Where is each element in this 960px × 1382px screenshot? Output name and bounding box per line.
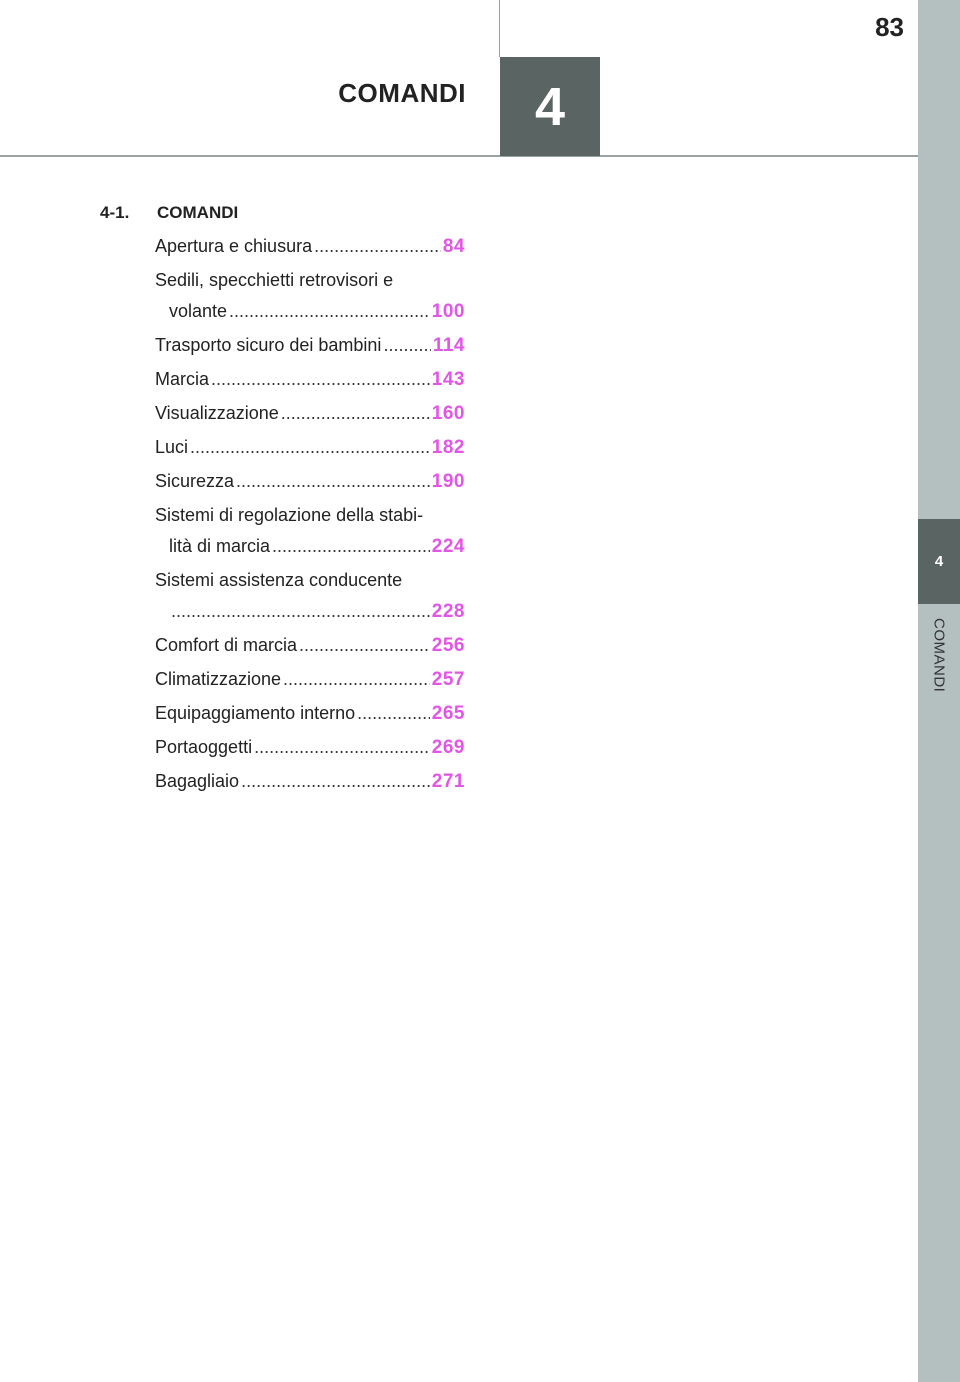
toc-entry[interactable] <box>100 368 465 391</box>
toc-page-link[interactable]: 100 <box>431 301 465 322</box>
toc-page-link[interactable]: 160 <box>431 403 465 424</box>
toc-leader-dots <box>272 535 430 557</box>
chapter-title: COMANDI <box>338 78 466 108</box>
toc-page-link[interactable]: 84 <box>442 236 465 257</box>
toc-entry[interactable] <box>100 668 465 691</box>
toc-leader-dots <box>357 702 430 724</box>
toc-entry[interactable] <box>100 736 465 759</box>
toc-leader-dots <box>299 634 430 656</box>
toc-page-link[interactable]: 256 <box>431 635 465 656</box>
toc-section-title: COMANDI <box>157 203 239 222</box>
toc-entry[interactable] <box>100 334 465 357</box>
toc-entry-title: Apertura e chiusura <box>155 236 313 256</box>
toc-page-link[interactable]: 190 <box>431 471 465 492</box>
toc-entry-title: Trasporto sicuro dei bambini <box>155 335 382 355</box>
toc-leader-dots <box>283 668 430 690</box>
table-of-contents <box>100 203 465 804</box>
toc-entry-title: Visualizzazione <box>155 403 279 423</box>
toc-entry[interactable] <box>100 634 465 657</box>
toc-entry[interactable] <box>100 702 465 725</box>
toc-section-number: 4-1. <box>100 203 130 222</box>
toc-page-link[interactable]: 224 <box>431 536 465 557</box>
toc-entry-title: Equipaggiamento interno <box>155 703 356 723</box>
toc-entry-title: Sistemi assistenza conducente <box>155 570 403 590</box>
toc-entry-title: Climatizzazione <box>155 669 282 689</box>
side-chapter-tab[interactable] <box>918 519 960 604</box>
toc-page-link[interactable]: 114 <box>432 335 465 356</box>
toc-entry-title: Sicurezza <box>155 471 235 491</box>
toc-page-link[interactable]: 257 <box>431 669 465 690</box>
toc-leader-dots <box>241 770 430 792</box>
side-tab-number: 4 <box>934 553 944 570</box>
side-chapter-label: COMANDI <box>930 618 948 693</box>
toc-entry[interactable] <box>100 569 465 623</box>
toc-entry[interactable] <box>100 504 465 558</box>
toc-entry[interactable] <box>100 269 465 323</box>
toc-page-link[interactable]: 269 <box>431 737 465 758</box>
toc-entry-title: Sedili, specchietti retrovisori e <box>155 270 394 290</box>
toc-entry-title-cont: lità di marcia <box>169 536 271 556</box>
toc-leader-dots <box>383 334 430 356</box>
toc-entry[interactable] <box>100 402 465 425</box>
chapter-number: 4 <box>534 76 566 137</box>
toc-entry[interactable] <box>100 235 465 258</box>
toc-leader-dots <box>281 402 430 424</box>
toc-entry-title: Portaoggetti <box>155 737 253 757</box>
page-number: 83 <box>875 12 904 42</box>
toc-leader-dots <box>229 300 430 322</box>
toc-leader-dots <box>254 736 430 758</box>
toc-page-link[interactable]: 265 <box>431 703 465 724</box>
toc-leader-dots <box>171 600 430 622</box>
toc-page-link[interactable]: 228 <box>431 601 465 622</box>
toc-page-link[interactable]: 182 <box>431 437 465 458</box>
header-rule <box>0 155 918 157</box>
toc-section-heading <box>100 203 465 223</box>
toc-entry-title: Bagagliaio <box>155 771 240 791</box>
toc-leader-dots <box>190 436 430 458</box>
toc-leader-dots <box>236 470 430 492</box>
toc-leader-dots <box>211 368 430 390</box>
toc-page-link[interactable]: 271 <box>431 771 465 792</box>
top-divider <box>499 0 500 57</box>
toc-entry-title-cont: volante <box>169 301 228 321</box>
toc-page-link[interactable]: 143 <box>431 369 465 390</box>
chapter-number-box <box>500 57 600 156</box>
toc-entry-title: Comfort di marcia <box>155 635 298 655</box>
toc-entry-title: Sistemi di regolazione della stabi- <box>155 505 424 525</box>
toc-entry[interactable] <box>100 436 465 459</box>
toc-leader-dots <box>314 235 441 257</box>
toc-entry-title: Luci <box>155 437 189 457</box>
toc-entry[interactable] <box>100 470 465 493</box>
toc-entry[interactable] <box>100 770 465 793</box>
toc-entry-title: Marcia <box>155 369 210 389</box>
